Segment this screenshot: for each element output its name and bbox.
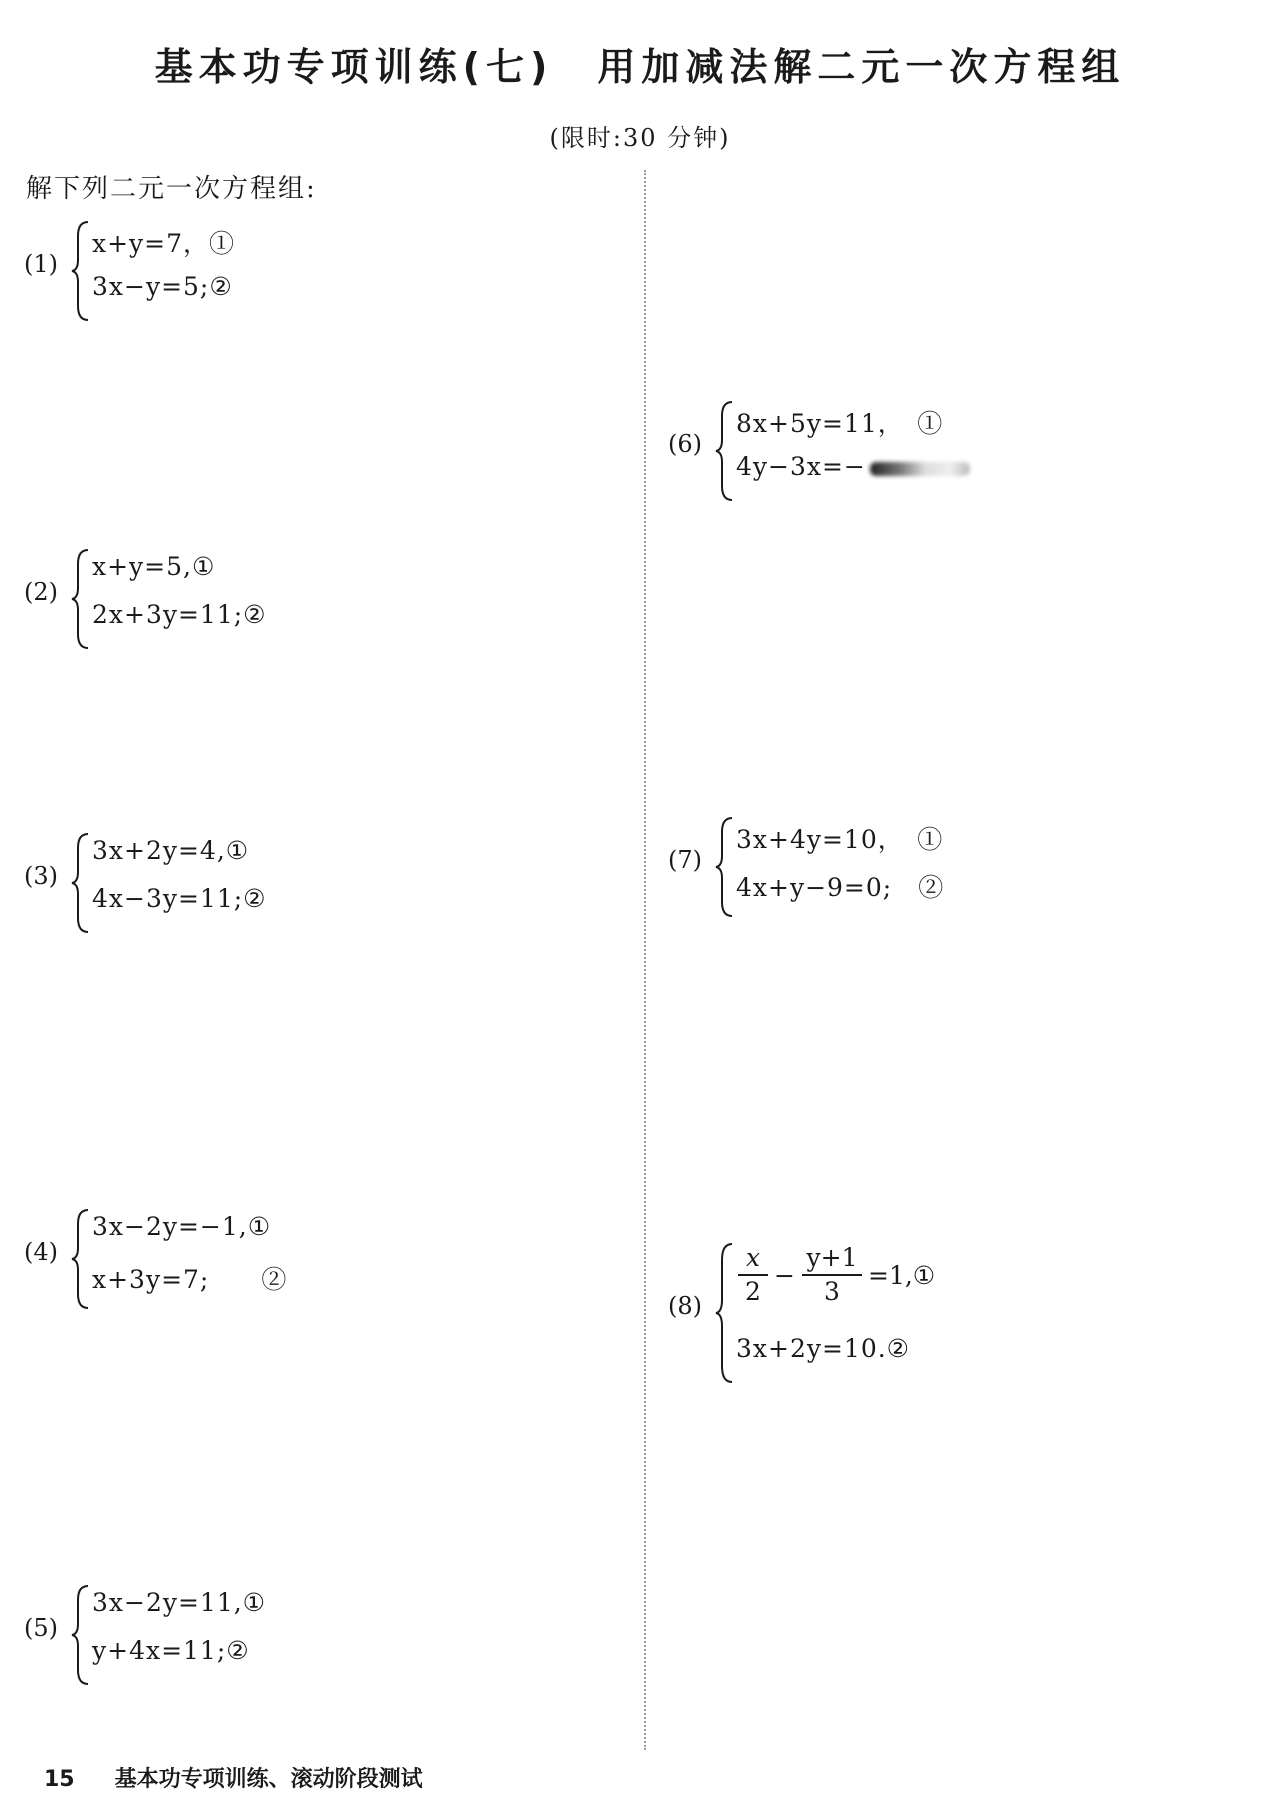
problem-5: [24, 1580, 424, 1690]
problem-number: (7): [668, 846, 702, 874]
equation-2: 3x−y=5;②: [92, 272, 233, 301]
problem-number: (8): [668, 1292, 702, 1320]
equation-2: 2x+3y=11;②: [92, 600, 267, 629]
brace-icon: [714, 1238, 736, 1388]
fraction-denominator: 2: [745, 1277, 761, 1306]
problem-number: (5): [24, 1614, 58, 1642]
brace-icon: [70, 1580, 92, 1690]
problem-number: (4): [24, 1238, 58, 1266]
page-title: 基本功专项训练(七) 用加减法解二元一次方程组: [154, 45, 1126, 89]
fraction-y-plus-1-over-3: [800, 1242, 864, 1308]
equation-1: 3x−2y=−1,①: [92, 1212, 272, 1241]
equation-tail: =1,①: [868, 1261, 936, 1290]
instruction-text: 解下列二元一次方程组:: [26, 174, 317, 204]
equation-1: x+y=7，①: [92, 229, 236, 258]
blurred-region: [870, 462, 970, 476]
problem-6: [668, 396, 1068, 506]
equation-2: y+4x=11;②: [92, 1636, 250, 1665]
footer-text: 基本功专项训练、滚动阶段测试: [114, 1767, 423, 1792]
brace-icon: [714, 396, 736, 506]
equation-1: 3x+2y=4,①: [92, 836, 250, 865]
fraction-x-over-2: [736, 1242, 770, 1308]
brace-icon: [70, 828, 92, 938]
fraction-numerator: x: [745, 1243, 761, 1272]
problem-number: (1): [24, 250, 58, 278]
equation-1: 3x+4y=10， ①: [736, 825, 944, 854]
brace-icon: [70, 216, 92, 326]
brace-icon: [70, 1204, 92, 1314]
equation-2: 4y−3x=−: [736, 452, 970, 481]
column-divider: [644, 170, 646, 1750]
fraction-numerator: y+1: [806, 1243, 858, 1272]
fraction-denominator: 3: [824, 1277, 840, 1306]
equation-2: 4x−3y=11;②: [92, 884, 267, 913]
time-limit: (限时:30 分钟): [549, 124, 731, 152]
problem-7: [668, 812, 1068, 922]
equation-1: x+y=5,①: [92, 552, 216, 581]
problem-number: (6): [668, 430, 702, 458]
brace-icon: [714, 812, 736, 922]
problem-number: (3): [24, 862, 58, 890]
page-number: 15: [44, 1767, 75, 1792]
brace-icon: [70, 544, 92, 654]
equation-1: 8x+5y=11， ①: [736, 409, 944, 438]
problem-8: [668, 1238, 1088, 1388]
equation-2: 3x+2y=10.②: [736, 1334, 911, 1363]
problem-4: [24, 1204, 424, 1314]
problem-number: (2): [24, 578, 58, 606]
problem-1: [24, 216, 424, 326]
minus-sign: −: [774, 1261, 795, 1290]
equation-1: 3x−2y=11,①: [92, 1588, 267, 1617]
equation-2: 4x+y−9=0; ②: [736, 873, 945, 902]
problem-3: [24, 828, 424, 938]
equation-2: x+3y=7; ②: [92, 1265, 288, 1294]
problem-2: [24, 544, 424, 654]
page-footer: [44, 1762, 423, 1793]
